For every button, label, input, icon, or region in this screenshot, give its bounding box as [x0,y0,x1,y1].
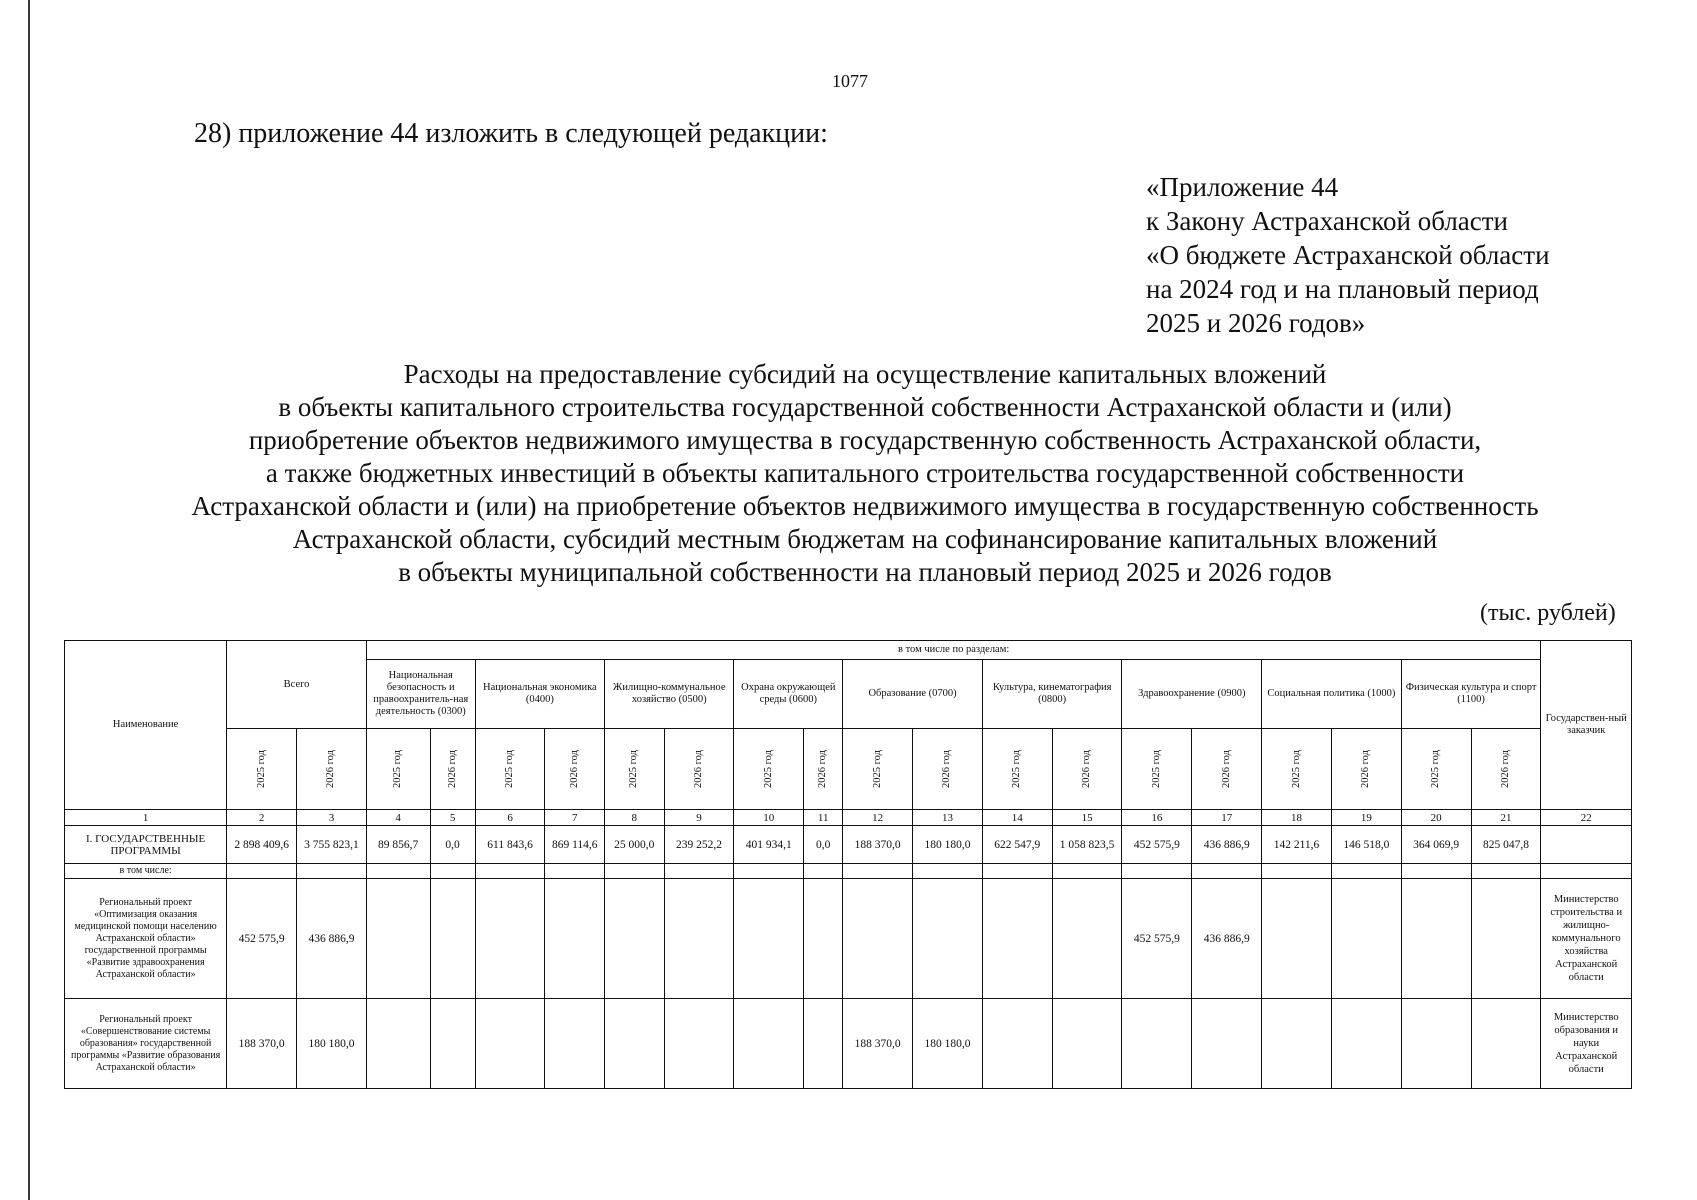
column-number: 11 [804,810,843,826]
column-number: 4 [366,810,430,826]
year-header: 2025 год [982,729,1052,810]
column-number: 20 [1401,810,1471,826]
year-header: 2026 год [545,729,605,810]
table-row [65,864,1632,879]
year-header: 2025 год [734,729,804,810]
year-header: 2025 год [227,729,297,810]
year-header: 2026 год [1331,729,1401,810]
row-name: I. ГОСУДАРСТВЕННЫЕ ПРОГРАММЫ [65,826,227,864]
budget-table [64,640,1632,1089]
column-number: 13 [913,810,983,826]
row-name: Региональный проект «Совершенствование системы образования» государственной программы «Развитие образования Астраханской области» [65,999,227,1089]
title-line: в объекты капитального строительства государственной собственности Астраханской области и (или) [278,392,1452,422]
title-line: в объекты муниципальной собственности на плановый период 2025 и 2026 годов [398,557,1332,587]
title-line: Астраханской области и (или) на приобретение объектов недвижимого имущества в государственную собственность [191,491,1539,521]
title-line: Астраханской области, субсидий местным бюджетам на софинансирование капитальных вложений [292,524,1438,554]
cell-value: 436 886,9 [1192,826,1262,864]
cell-value: 0,0 [804,826,843,864]
header-section-1000: Социальная политика (1000) [1262,660,1402,729]
column-number: 15 [1052,810,1122,826]
header-section-0600: Охрана окружающей среды (0600) [734,660,843,729]
table-row [65,879,1632,999]
header-row-years [65,729,1632,810]
cell-value: 25 000,0 [605,826,665,864]
table-row [65,826,1632,864]
table-row [65,999,1632,1089]
header-section-0300: Национальная безопасность и правоохранитель-ная деятельность (0300) [366,660,475,729]
header-section-0500: Жилищно-коммунальное хозяйство (0500) [605,660,734,729]
cell-value [1122,999,1192,1089]
column-number: 17 [1192,810,1262,826]
year-header: 2026 год [664,729,734,810]
year-header: 2026 год [1052,729,1122,810]
cell-value [1331,999,1401,1089]
title-line: Расходы на предоставление субсидий на осуществление капитальных вложений [403,359,1327,389]
cell-value [1052,879,1122,999]
document-title [130,358,1600,589]
year-header: 2025 год [843,729,913,810]
cell-value [1331,879,1401,999]
row-customer: Министерство образования и науки Астраханской области [1541,999,1632,1089]
cell-value [664,999,734,1089]
year-header: 2026 год [1471,729,1541,810]
cell-value [545,999,605,1089]
cell-value: 452 575,9 [1122,879,1192,999]
cell-value [1401,879,1471,999]
header-name: Наименование [65,641,227,810]
cell-value [804,999,843,1089]
column-number-row [65,810,1632,826]
cell-value [1262,879,1332,999]
column-number: 22 [1541,810,1632,826]
left-margin-line [28,0,30,1200]
year-header: 2026 год [430,729,475,810]
column-number: 9 [664,810,734,826]
cell-value [430,879,475,999]
cell-value: 611 843,6 [475,826,545,864]
cell-value: 180 180,0 [913,826,983,864]
cell-value: 364 069,9 [1401,826,1471,864]
column-number: 5 [430,810,475,826]
column-number: 6 [475,810,545,826]
column-number: 10 [734,810,804,826]
cell-value: 142 211,6 [1262,826,1332,864]
cell-value [1401,999,1471,1089]
cell-value [605,999,665,1089]
year-header: 2026 год [804,729,843,810]
header-sections-group: в том числе по разделам: [366,641,1541,660]
header-section-0800: Культура, кинематография (0800) [982,660,1122,729]
year-header: 2026 год [913,729,983,810]
cell-value: 2 898 409,6 [227,826,297,864]
cell-value: 188 370,0 [843,999,913,1089]
cell-value [982,879,1052,999]
cell-value: 146 518,0 [1331,826,1401,864]
cell-value [430,999,475,1089]
header-section-0900: Здравоохранение (0900) [1122,660,1262,729]
column-number: 3 [297,810,367,826]
row-customer: Министерство строительства и жилищно-коммунального хозяйства Астраханской области [1541,879,1632,999]
cell-value: 452 575,9 [1122,826,1192,864]
year-header: 2025 год [1401,729,1471,810]
header-section-0700: Образование (0700) [843,660,983,729]
row-customer [1541,826,1632,864]
year-header: 2026 год [297,729,367,810]
annex-line: «Приложение 44 [1146,172,1339,202]
year-header: 2025 год [605,729,665,810]
column-number: 14 [982,810,1052,826]
cell-value: 622 547,9 [982,826,1052,864]
cell-value [545,879,605,999]
cell-value: 0,0 [430,826,475,864]
column-number: 2 [227,810,297,826]
year-header: 2026 год [1192,729,1262,810]
year-header: 2025 год [1122,729,1192,810]
cell-value: 89 856,7 [366,826,430,864]
cell-value [1192,999,1262,1089]
column-number: 18 [1262,810,1332,826]
cell-value [664,879,734,999]
annex-line: 2025 и 2026 годов» [1146,308,1366,338]
cell-value [734,879,804,999]
column-number: 7 [545,810,605,826]
year-header: 2025 год [366,729,430,810]
cell-value: 188 370,0 [227,999,297,1089]
cell-value [475,999,545,1089]
cell-value: 869 114,6 [545,826,605,864]
header-customer: Государствен-ный заказчик [1541,641,1632,810]
cell-value: 436 886,9 [297,879,367,999]
annex-reference [1146,170,1550,340]
cell-value: 180 180,0 [913,999,983,1089]
cell-value: 452 575,9 [227,879,297,999]
cell-value: 401 934,1 [734,826,804,864]
annex-line: к Закону Астраханской области [1146,206,1509,236]
cell-value: 180 180,0 [297,999,367,1089]
row-name: Региональный проект «Оптимизация оказания медицинской помощи населению Астраханской области» государственной программы «Развитие здравоохранения Астраханской области» [65,879,227,999]
column-number: 8 [605,810,665,826]
cell-value: 1 058 823,5 [1052,826,1122,864]
header-section-1100: Физическая культура и спорт (1100) [1401,660,1541,729]
annex-line: на 2024 год и на плановый период [1146,274,1539,304]
annex-line: «О бюджете Астраханской области [1146,240,1550,270]
cell-value [1262,999,1332,1089]
cell-value [913,879,983,999]
cell-value [366,879,430,999]
units-label: (тыс. рублей) [1480,600,1616,626]
column-number: 21 [1471,810,1541,826]
cell-value: 825 047,8 [1471,826,1541,864]
amendment-intro: 28) приложение 44 изложить в следующей редакции: [194,118,828,149]
header-row-1 [65,641,1632,660]
cell-value [475,879,545,999]
cell-value [843,879,913,999]
header-section-0400: Национальная экономика (0400) [475,660,604,729]
cell-value [804,879,843,999]
cell-value [734,999,804,1089]
column-number: 19 [1331,810,1401,826]
cell-value [366,999,430,1089]
title-line: приобретение объектов недвижимого имущества в государственную собственность Астраханской области, [248,425,1482,455]
year-header: 2025 год [475,729,545,810]
cell-value [1052,999,1122,1089]
cell-value [605,879,665,999]
row-name: в том числе: [65,864,227,879]
cell-value [982,999,1052,1089]
header-total: Всего [227,641,367,729]
cell-value: 436 886,9 [1192,879,1262,999]
column-number: 1 [65,810,227,826]
cell-value [1471,879,1541,999]
page-number: 1077 [832,71,868,91]
year-header: 2025 год [1262,729,1332,810]
column-number: 16 [1122,810,1192,826]
column-number: 12 [843,810,913,826]
cell-value: 188 370,0 [843,826,913,864]
title-line: а также бюджетных инвестиций в объекты капитального строительства государственной собственности [265,458,1465,488]
cell-value: 239 252,2 [664,826,734,864]
cell-value: 3 755 823,1 [297,826,367,864]
cell-value [1471,999,1541,1089]
